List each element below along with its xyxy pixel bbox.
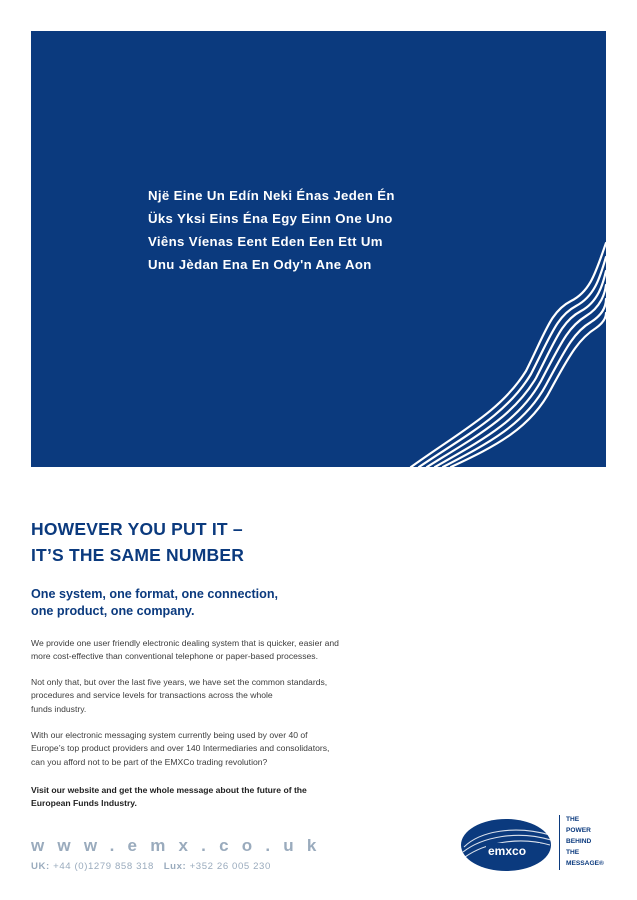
subheading-line-2: one product, one company. — [31, 604, 195, 618]
lux-label: Lux: — [163, 861, 187, 872]
uk-phone: +44 (0)1279 858 318 — [53, 861, 154, 872]
tagline-line: POWER — [566, 826, 591, 834]
headline — [31, 516, 244, 568]
headline-line-1: HOWEVER YOU PUT IT – — [31, 519, 243, 539]
tagline-line: BEHIND — [566, 837, 592, 845]
logo-wordmark: emxco — [488, 844, 527, 858]
paragraph-standards — [31, 676, 391, 716]
hero-word-block — [148, 184, 395, 276]
paragraph-line: Not only that, but over the last five years, we have set the common standards, — [31, 677, 328, 687]
logo-tagline — [559, 815, 604, 870]
cta-line: European Funds Industry. — [31, 798, 137, 809]
paragraph-line: Europe’s top product providers and over 140 Intermediaries and consolidators, — [31, 743, 330, 754]
hero-panel — [31, 31, 606, 467]
call-to-action — [31, 784, 391, 811]
tagline-line: THE — [566, 848, 580, 856]
website-url: www.emx.co.uk — [31, 836, 330, 855]
lux-phone: +352 26 005 230 — [189, 861, 271, 872]
paragraph-line: procedures and service levels for transactions across the whole — [31, 690, 273, 701]
paragraph-line: We provide one user friendly electronic dealing system that is quicker, easier and — [31, 638, 339, 648]
headline-line-2: IT’S THE SAME NUMBER — [31, 545, 245, 565]
paragraph-line: more cost-effective than conventional telephone or paper-based processes. — [31, 651, 318, 662]
paragraph-line: can you afford not to be part of the EMXCo trading revolution? — [31, 756, 268, 767]
tagline-line: MESSAGE® — [566, 859, 604, 867]
phone-numbers — [31, 861, 271, 872]
tagline-line: THE — [566, 816, 580, 823]
subheading — [31, 586, 278, 620]
paragraph-messaging-system — [31, 729, 391, 769]
paragraph-line: With our electronic messaging system currently being used by over 40 of — [31, 730, 308, 740]
hero-line: Unu Jèdan Ena En Ody'n Ane Aon — [148, 257, 372, 272]
paragraph-dealing-system — [31, 637, 391, 664]
uk-label: UK: — [31, 861, 50, 872]
subheading-line-1: One system, one format, one connection, — [31, 587, 279, 601]
emxco-logo — [460, 817, 555, 873]
paragraph-line: funds industry. — [31, 703, 87, 714]
hero-line: Viêns Víenas Eent Eden Een Ett Um — [148, 234, 383, 249]
hero-line: Üks Yksi Eins Éna Egy Einn One Uno — [148, 211, 393, 226]
cta-line: Visit our website and get the whole message about the future of the — [31, 785, 307, 795]
hero-line: Një Eine Un Edín Neki Énas Jeden Én — [148, 188, 395, 203]
